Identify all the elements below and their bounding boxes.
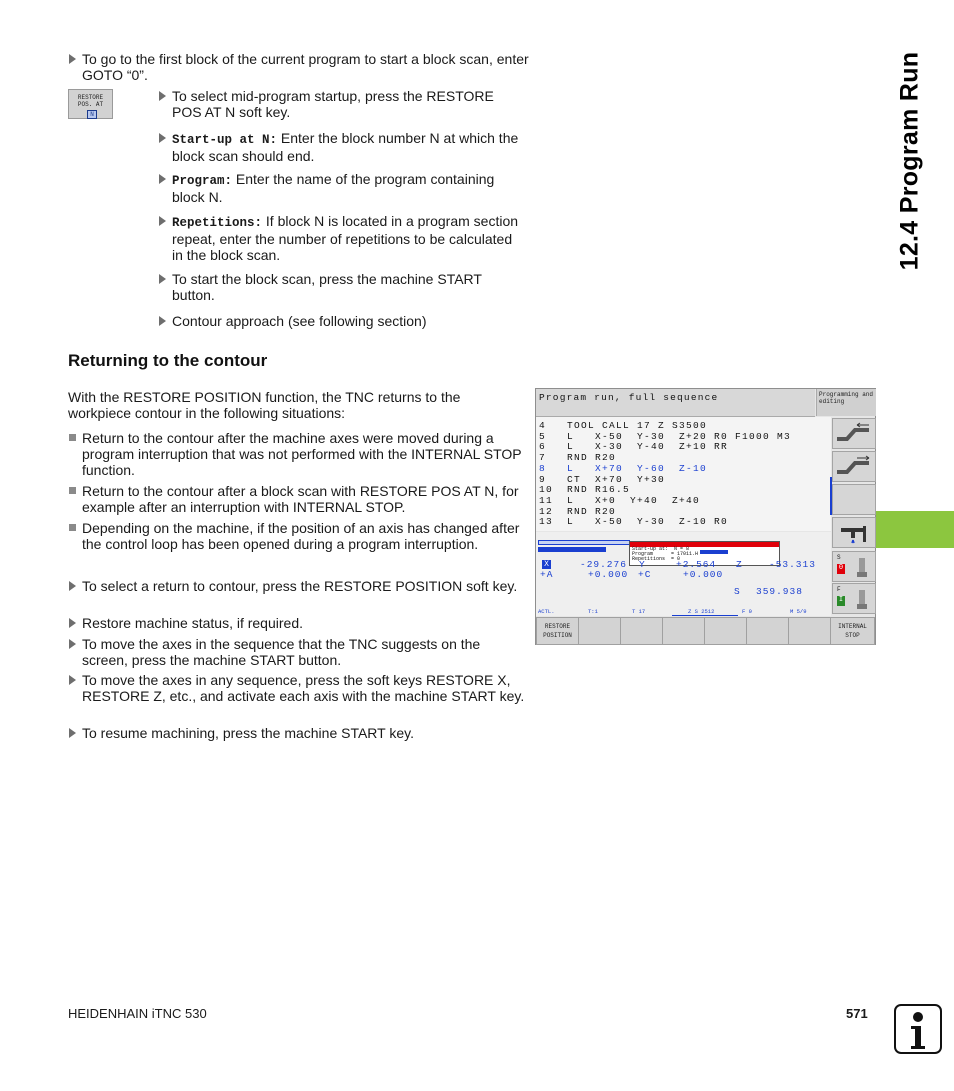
curve-right-softkey[interactable]	[832, 451, 876, 482]
info-icon	[894, 1004, 942, 1054]
feed-knob-icon	[855, 588, 869, 612]
z-axis-label: Z	[736, 559, 743, 570]
chapter-side-title: 12.4 Program Run	[895, 51, 924, 271]
mode-title-bar: Program run, full sequence	[536, 389, 815, 417]
c-position: +0.000	[683, 569, 724, 580]
x-position: -29.276	[580, 559, 627, 570]
section-intro: With the RESTORE POSITION function, the TNC returns to the workpiece contour in the following situations:	[68, 389, 461, 421]
a-axis-label: +A	[540, 569, 554, 580]
c-axis-label: +C	[638, 569, 652, 580]
footer-left: HEIDENHAIN iTNC 530	[68, 1006, 207, 1021]
step-1: To select a return to contour, press the RESTORE POSITION soft key.	[68, 578, 526, 594]
spindle-label: S	[734, 586, 741, 597]
bullet-1: Return to the contour after the machine axes were moved during a program interruption that was not performed with the INTERNAL STOP function.	[68, 430, 526, 478]
sub-step-6: Contour approach (see following section)	[158, 313, 524, 329]
spindle-knob-icon	[855, 556, 869, 580]
softkey-6[interactable]	[746, 617, 789, 645]
a-position: +0.000	[588, 569, 629, 580]
curve-right-icon	[833, 452, 875, 481]
softkey-2[interactable]	[578, 617, 621, 645]
step-2: Restore machine status, if required.	[68, 615, 526, 631]
chapter-tab	[875, 511, 954, 548]
sub-step-5: To start the block scan, press the machine START button.	[158, 271, 524, 303]
restore-position-softkey[interactable]: RESTORE POSITION	[536, 617, 579, 645]
curve-left-softkey[interactable]	[832, 418, 876, 449]
spindle-override[interactable]: S 0	[832, 551, 876, 582]
softkey-5[interactable]	[704, 617, 747, 645]
program-line: 5 L X-50 Y-30 Z+20 R0 F1000 M3	[539, 430, 792, 442]
page-number: 571	[846, 1006, 868, 1021]
program-line: 11 L X+0 Y+40 Z+40	[539, 494, 701, 506]
program-line: 9 CT X+70 Y+30	[539, 473, 666, 485]
step-4: To move the axes in any sequence, press the soft keys RESTORE X, RESTORE Z, etc., and activate each axis with the machine START key.	[68, 672, 526, 704]
z-position: -53.313	[769, 559, 816, 570]
program-line: 4 TOOL CALL 17 Z S3500	[539, 420, 708, 431]
program-line: 6 L X-30 Y-40 Z+10 RR	[539, 441, 729, 453]
program-line: 10 RND R16.5	[539, 484, 631, 496]
status-bar: ACTL. T:1 T 17 Z S 2512 F 0 M 5/9	[538, 608, 807, 615]
bullet-3: Depending on the machine, if the position of an axis has changed after the control loop has been opened during a program interruption.	[68, 520, 526, 552]
coolant-softkey[interactable]	[832, 517, 876, 548]
progress-bars	[538, 540, 628, 552]
sub-step-1: To select mid-program startup, press the RESTORE POS AT N soft key.	[158, 88, 524, 120]
blank-softkey[interactable]	[832, 484, 876, 515]
internal-stop-softkey[interactable]: INTERNAL STOP	[830, 617, 875, 645]
softkey-4[interactable]	[662, 617, 705, 645]
spindle-stop-indicator: 0	[838, 564, 844, 572]
program-listing	[536, 417, 831, 531]
x-axis-label: X	[542, 560, 551, 569]
feed-on-indicator: I	[838, 596, 844, 604]
feed-override[interactable]: F I	[832, 583, 876, 614]
step-3: To move the axes in the sequence that the TNC suggests on the screen, press the machine START button.	[68, 636, 526, 668]
coolant-tap-icon	[833, 518, 875, 547]
sub-step-4: Repetitions: If block N is located in a program section repeat, enter the number of repetitions to be calculated in the block scan.	[158, 213, 524, 263]
spindle-position: 359.938	[756, 586, 803, 597]
dialog-input-highlight	[700, 550, 728, 554]
bottom-softkey-row	[536, 617, 875, 645]
bullet-2: Return to the contour after a block scan with RESTORE POS AT N, for example after an interruption with INTERNAL STOP.	[68, 483, 526, 515]
y-axis-label: Y	[639, 559, 646, 570]
tnc-screenshot	[535, 388, 876, 645]
program-line: 12 RND R20	[539, 505, 617, 517]
step-5: To resume machining, press the machine START key.	[68, 725, 526, 741]
softkey-3[interactable]	[620, 617, 663, 645]
softkey-7[interactable]	[788, 617, 831, 645]
sub-step-2: Start-up at N: Enter the block number N at which the block scan should end.	[158, 130, 524, 164]
restore-pos-at-n-softkey-icon: RESTORE POS. AT N	[68, 89, 113, 119]
program-line-active: 8 L X+70 Y-60 Z-10	[539, 462, 708, 474]
y-position: +2.564	[676, 559, 717, 570]
programming-editing-softkey[interactable]: Programming and editing	[816, 389, 876, 416]
midprogram-startup-dialog: Start-up at: N = 8 Program = 17011.H Repetitions = 0	[629, 541, 780, 566]
program-line: 13 L X-50 Y-30 Z-10 R0	[539, 516, 729, 528]
curve-left-icon	[833, 419, 875, 448]
intro-step: To go to the first block of the current program to start a block scan, enter GOTO “0”.	[68, 51, 530, 83]
sub-step-3: Program: Enter the name of the program containing block N.	[158, 171, 524, 205]
section-heading: Returning to the contour	[68, 351, 268, 370]
program-line: 7 RND R20	[539, 452, 617, 464]
